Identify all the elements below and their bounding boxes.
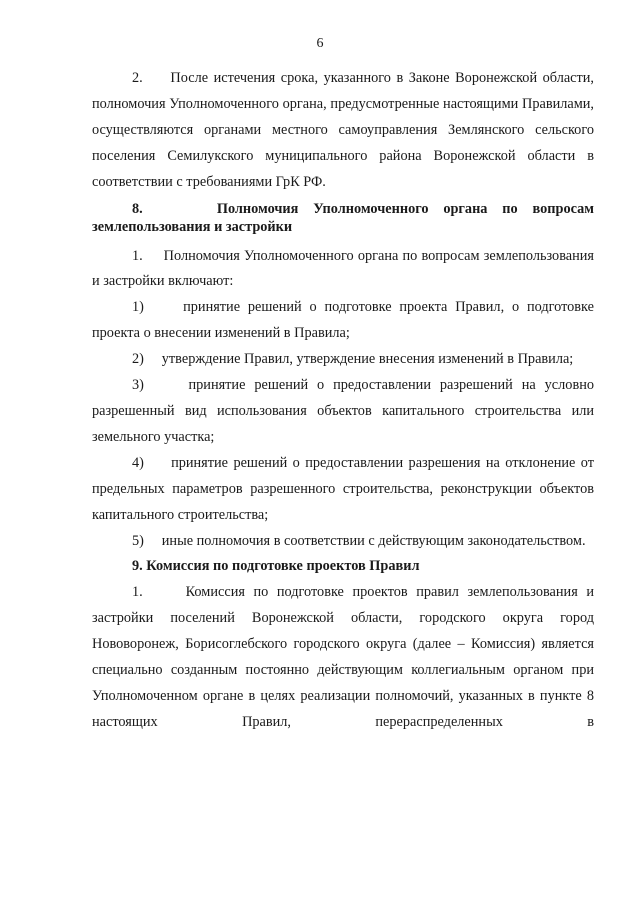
list-item-8-1-5: 5) иные полномочия в соответствии с действующим законодательством. — [132, 532, 586, 549]
list-item-8-1-3: 3) принятие решений о предоставлении разрешений на условно разрешенный вид использования объектов капитального строительства или земельного участка; — [92, 377, 594, 445]
paragraph-2: 2. После истечения срока, указанного в Законе Воронежской области, полномочия Уполномоченного органа, предусмотренные настоящими Правилами, осуществляются органами местного самоуправления Землянского сельского поселения Семилукского муниципального района Воронежской области в соответствии с требованиями ГрК РФ. — [92, 70, 594, 190]
section-9-heading: 9. Комиссия по подготовке проектов Правил — [132, 558, 420, 575]
paragraph-9-1: 1. Комиссия по подготовке проектов правил землепользования и застройки поселений Воронежской области, городского округа город Нововоронеж, Борисоглебского городского округа (далее – Комиссия) является специально созданным постоянно действующим коллегиальным органом при Уполномоченном органе в целях реализации полномочий, указанных в пункте 8 настоящих Правил, перераспределенных в — [92, 584, 594, 730]
paragraph-8-1: 1. Полномочия Уполномоченного органа по вопросам землепользования и застройки включают: — [92, 247, 594, 290]
section-8-heading: 8. Полномочия Уполномоченного органа по вопросам землепользования и застройки — [92, 200, 594, 235]
document-body — [92, 66, 594, 736]
list-item-8-1-2: 2) утверждение Правил, утверждение внесения изменений в Правила; — [132, 351, 574, 368]
list-item-8-1-4: 4) принятие решений о предоставлении разрешения на отклонение от предельных параметров разрешенного строительства, реконструкции объектов капитального строительства; — [92, 454, 594, 523]
page-number: 6 — [316, 36, 324, 51]
list-item-8-1-1: 1) принятие решений о подготовке проекта Правил, о подготовке проекта о внесении изменений в Правила; — [92, 299, 594, 342]
